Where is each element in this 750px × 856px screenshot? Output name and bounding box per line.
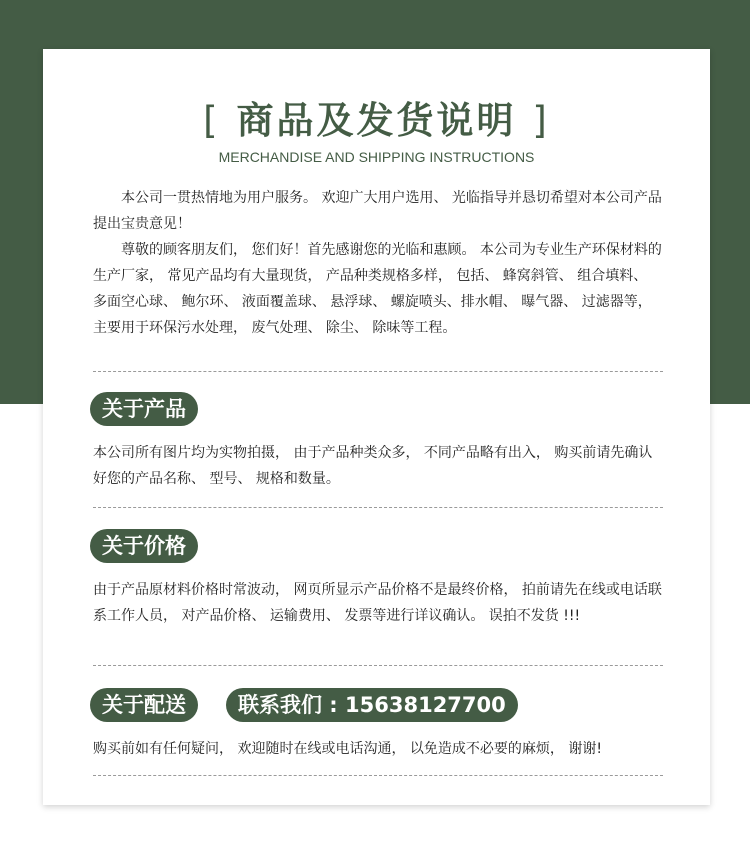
- intro-paragraph-1: 本公司一贯热情地为用户服务。 欢迎广大用户选用、 光临指导并恳切希望对本公司产品提出宝贵意见！: [93, 190, 662, 232]
- intro-paragraph-2: 尊敬的顾客朋友们， 您们好！首先感谢您的光临和惠顾。 本公司为专业生产环保材料的生产厂家， 常见产品均有大量现货， 产品种类规格多样， 包括、 蜂窝斜管、 组合填料、 多面空心球、 鲍尔环、 液面覆盖球、 悬浮球、 螺旋喷头、排水帽、 曝气器、 过滤器等， 主要用于环保污水处理， 废气处理、 除尘、 除味等工程。: [93, 242, 662, 336]
- contact-phone-badge: 联系我们 : 15638127700: [226, 688, 518, 722]
- section-heading-delivery: 关于配送: [90, 688, 198, 722]
- product-text: 本公司所有图片均为实物拍摄， 由于产品种类众多， 不同产品略有出入， 购买前请先确认好您的产品名称、 型号、 规格和数量。: [93, 445, 653, 487]
- info-card: [43, 49, 710, 805]
- divider: [93, 665, 663, 666]
- delivery-text: 购买前如有任何疑问， 欢迎随时在线或电话沟通， 以免造成不必要的麻烦， 谢谢!: [93, 741, 602, 757]
- title-bracket-left: [: [203, 99, 221, 142]
- divider: [93, 775, 663, 776]
- page-title: [43, 99, 710, 143]
- title-text: 商品及发货说明: [236, 99, 517, 142]
- section-heading-product: 关于产品: [90, 392, 198, 426]
- price-text: 由于产品原材料价格时常波动， 网页所显示产品价格不是最终价格， 拍前请先在线或电话联系工作人员， 对产品价格、 运输费用、 发票等进行详议确认。 误拍不发货 !!!: [93, 582, 662, 624]
- divider: [93, 371, 663, 372]
- title-bracket-right: ]: [532, 99, 550, 142]
- section-heading-price: 关于价格: [90, 529, 198, 563]
- divider: [93, 507, 663, 508]
- page-subtitle: MERCHANDISE AND SHIPPING INSTRUCTIONS: [218, 149, 535, 165]
